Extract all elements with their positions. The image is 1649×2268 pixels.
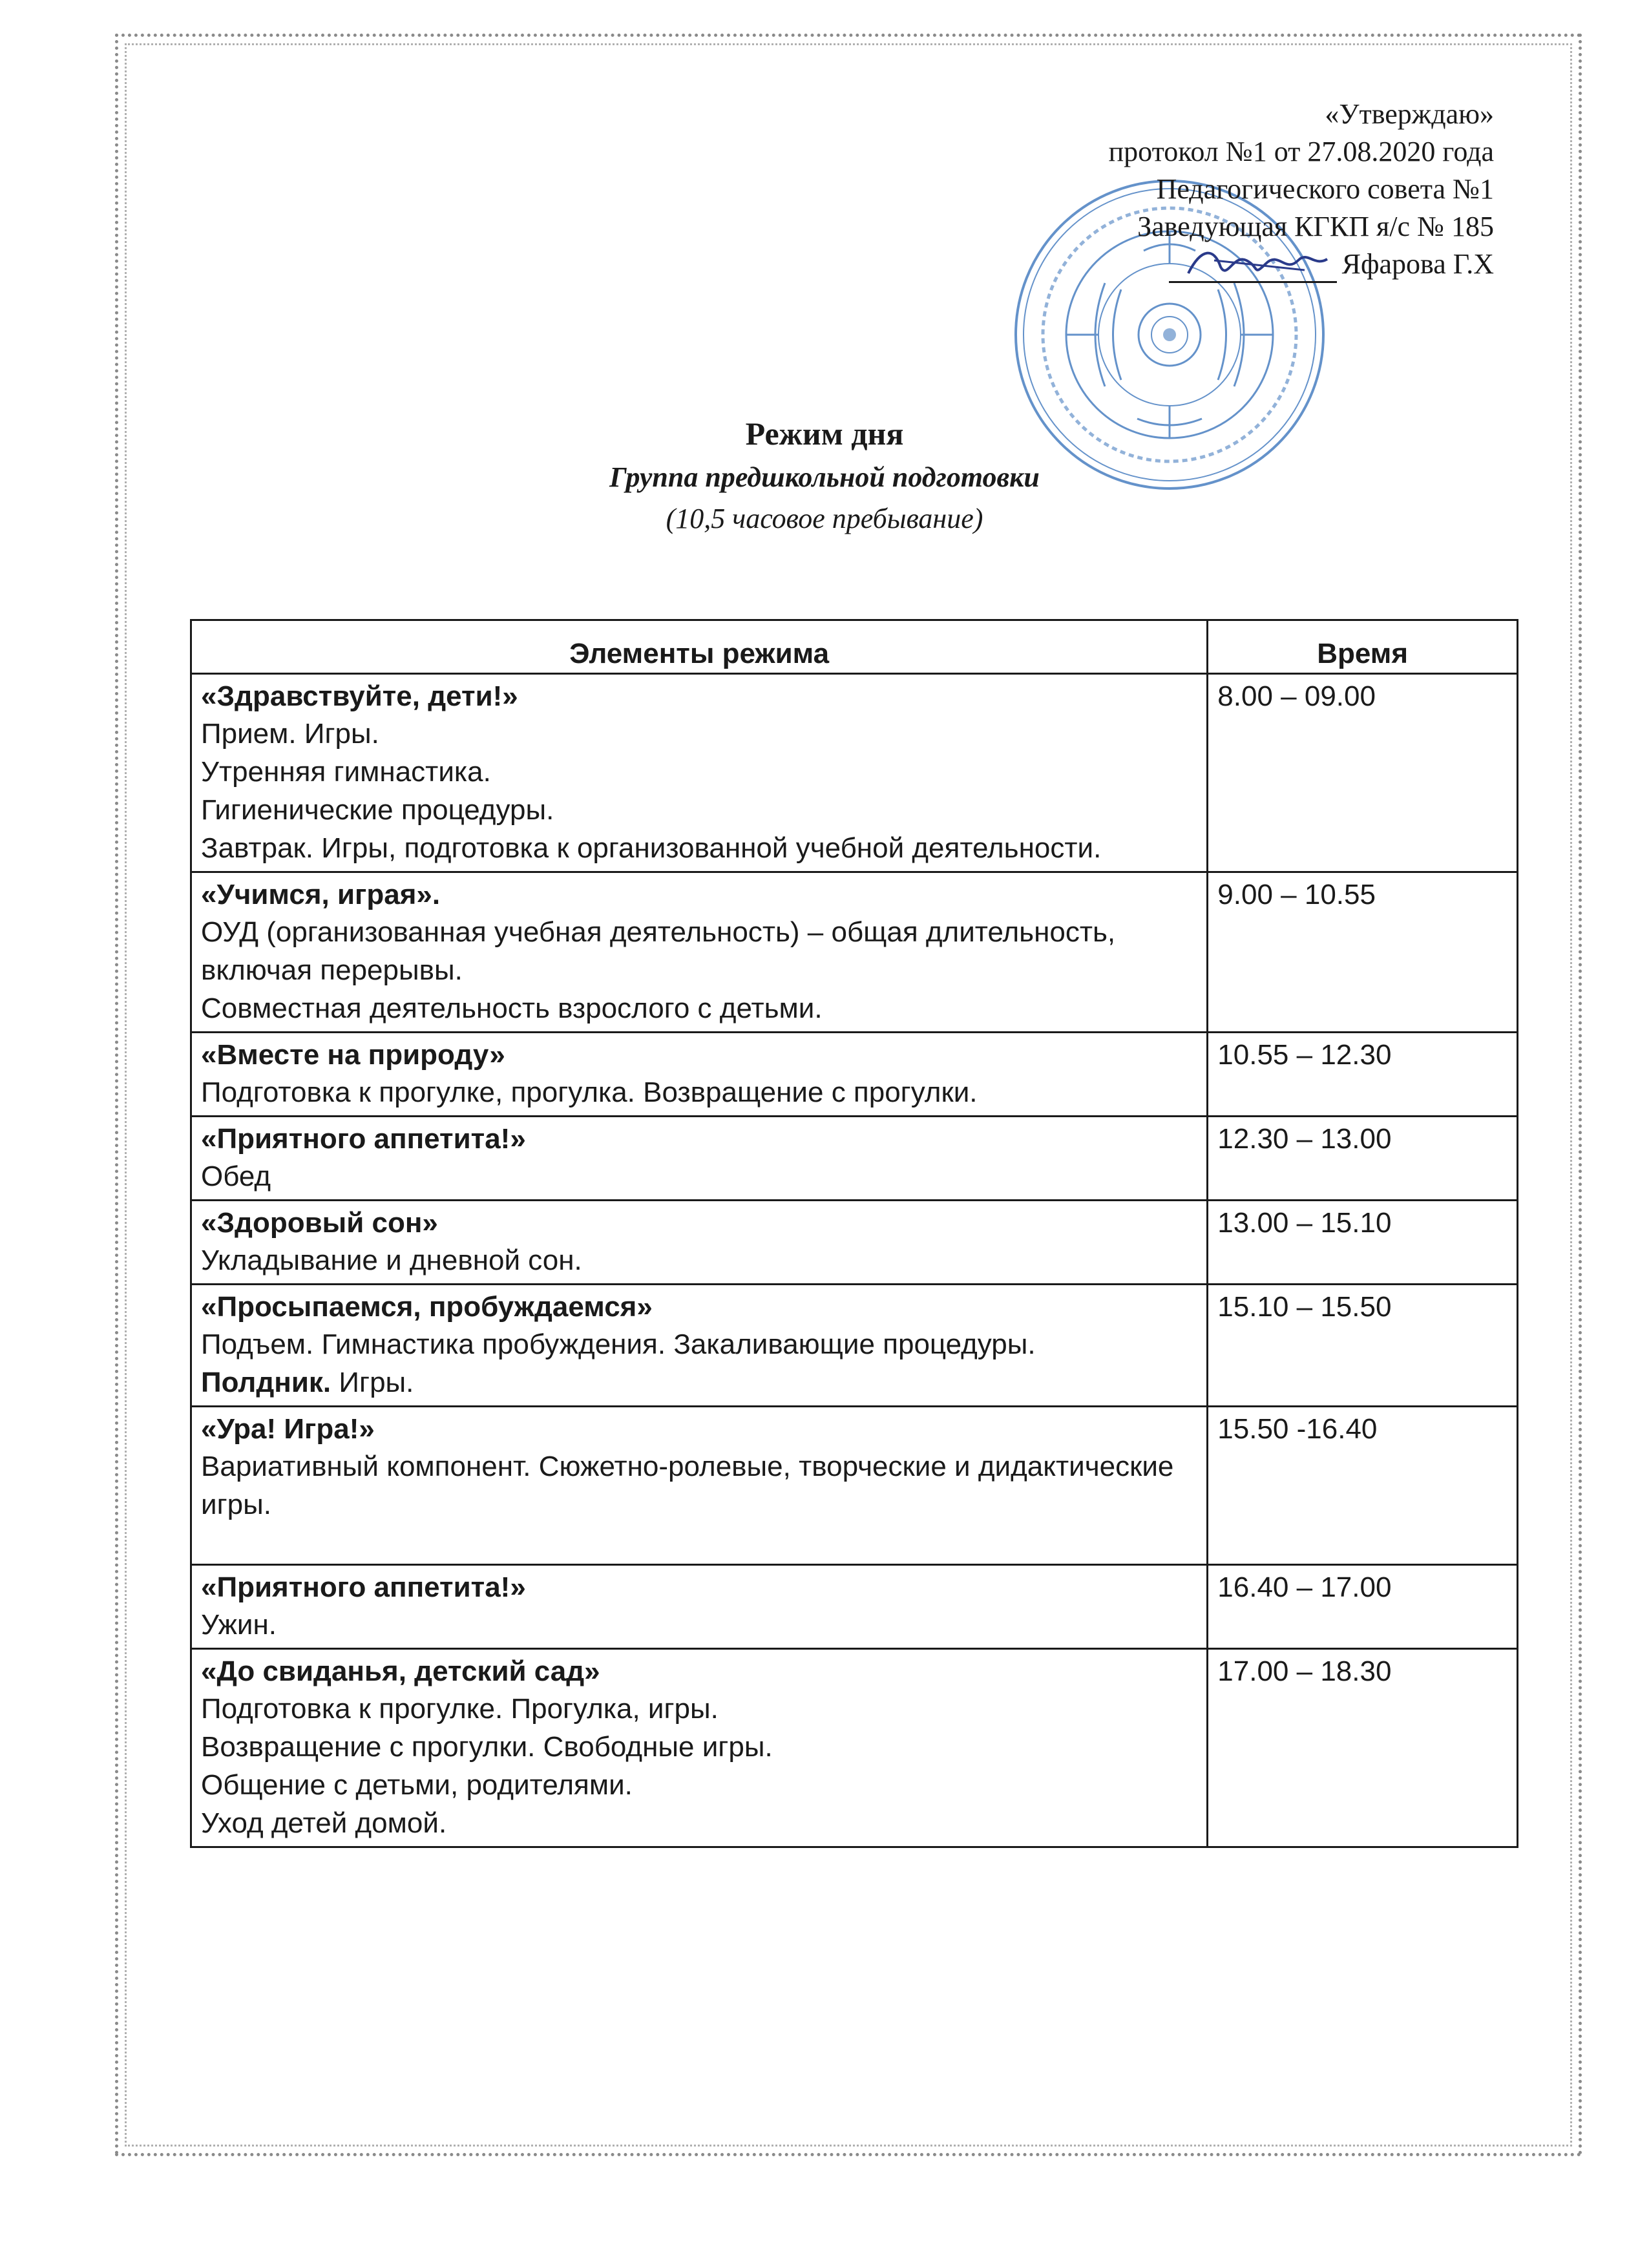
row-time: 17.00 – 18.30 bbox=[1208, 1649, 1518, 1847]
row-line: Ужин. bbox=[201, 1609, 277, 1641]
row-time: 15.50 -16.40 bbox=[1208, 1407, 1518, 1565]
approval-signature-row bbox=[1109, 246, 1494, 283]
row-line: Подготовка к прогулке. Прогулка, игры. bbox=[201, 1693, 719, 1725]
table-row bbox=[191, 872, 1518, 1033]
row-line: Подъем. Гимнастика пробуждения. Закаливающие процедуры. bbox=[201, 1328, 1036, 1360]
row-time: 16.40 – 17.00 bbox=[1208, 1565, 1518, 1649]
header-time: Время bbox=[1208, 620, 1518, 674]
row-line: Прием. Игры. bbox=[201, 718, 379, 750]
table-row bbox=[191, 1649, 1518, 1847]
header-elements: Элементы режима bbox=[191, 620, 1208, 674]
table-row bbox=[191, 1565, 1518, 1649]
document-heading bbox=[0, 411, 1649, 539]
row-line: Укладывание и дневной сон. bbox=[201, 1244, 582, 1276]
row-elements-cell bbox=[191, 1407, 1208, 1565]
row-time: 13.00 – 15.10 bbox=[1208, 1201, 1518, 1285]
daily-schedule-table bbox=[190, 619, 1518, 1848]
row-after-bold: Игры. bbox=[331, 1367, 414, 1398]
approval-council: Педагогического совета №1 bbox=[1156, 173, 1494, 205]
row-time: 8.00 – 09.00 bbox=[1208, 674, 1518, 872]
row-title: «Здравствуйте, дети!» bbox=[201, 680, 518, 712]
row-line: Уход детей домой. bbox=[201, 1807, 447, 1839]
row-elements-cell bbox=[191, 1201, 1208, 1285]
row-bold-prefix: Полдник. bbox=[201, 1367, 331, 1398]
table-row bbox=[191, 1285, 1518, 1407]
row-title: «Просыпаемся, пробуждаемся» bbox=[201, 1291, 653, 1323]
row-line: Вариативный компонент. Сюжетно-ролевые, творческие и дидактические игры. bbox=[201, 1451, 1174, 1520]
row-elements-cell bbox=[191, 1649, 1208, 1847]
row-title: «Вместе на природу» bbox=[201, 1039, 505, 1071]
approval-heading: «Утверждаю» bbox=[1325, 98, 1494, 130]
table-header-row bbox=[191, 620, 1518, 674]
document-subtitle: Группа предшкольной подготовки bbox=[609, 461, 1040, 493]
row-title: «До свиданья, детский сад» bbox=[201, 1655, 600, 1687]
handwritten-signature bbox=[1175, 241, 1337, 286]
row-elements-cell bbox=[191, 1117, 1208, 1201]
approval-block bbox=[1109, 96, 1494, 283]
row-line: Гигиенические процедуры. bbox=[201, 794, 554, 826]
row-time: 12.30 – 13.00 bbox=[1208, 1117, 1518, 1201]
row-line: Возвращение с прогулки. Свободные игры. bbox=[201, 1731, 773, 1763]
table-row bbox=[191, 674, 1518, 872]
row-elements-cell bbox=[191, 1033, 1208, 1117]
approval-head-position: Заведующая КГКП я/с № 185 bbox=[1137, 211, 1494, 242]
row-line: Общение с детьми, родителями. bbox=[201, 1769, 633, 1801]
row-line: Завтрак. Игры, подготовка к организованной учебной деятельности. bbox=[201, 832, 1102, 864]
row-title: «Здоровый сон» bbox=[201, 1207, 438, 1239]
row-line: ОУД (организованная учебная деятельность) – общая длительность, включая перерывы. bbox=[201, 916, 1116, 986]
row-elements-cell bbox=[191, 872, 1208, 1033]
row-elements-cell bbox=[191, 674, 1208, 872]
row-title: «Приятного аппетита!» bbox=[201, 1571, 526, 1603]
document-subtitle-duration: (10,5 часовое пребывание) bbox=[666, 503, 983, 534]
row-time: 15.10 – 15.50 bbox=[1208, 1285, 1518, 1407]
row-line bbox=[201, 1363, 1197, 1402]
row-elements-cell bbox=[191, 1285, 1208, 1407]
row-title: «Учимся, играя». bbox=[201, 879, 441, 910]
table-row bbox=[191, 1407, 1518, 1565]
row-line: Утренняя гимнастика. bbox=[201, 756, 491, 788]
row-line: Подготовка к прогулке, прогулка. Возвращение с прогулки. bbox=[201, 1076, 978, 1108]
table-row bbox=[191, 1201, 1518, 1285]
approval-protocol: протокол №1 от 27.08.2020 года bbox=[1108, 136, 1494, 167]
row-elements-cell bbox=[191, 1565, 1208, 1649]
row-title: «Приятного аппетита!» bbox=[201, 1123, 526, 1155]
row-time: 10.55 – 12.30 bbox=[1208, 1033, 1518, 1117]
row-title: «Ура! Игра!» bbox=[201, 1413, 375, 1445]
table-row bbox=[191, 1117, 1518, 1201]
signature-line bbox=[1169, 258, 1337, 283]
document-title: Режим дня bbox=[745, 415, 904, 452]
row-line: Обед bbox=[201, 1160, 271, 1192]
table-row bbox=[191, 1033, 1518, 1117]
approval-head-name: Яфарова Г.Х bbox=[1341, 248, 1494, 280]
row-time: 9.00 – 10.55 bbox=[1208, 872, 1518, 1033]
row-line: Совместная деятельность взрослого с детьми. bbox=[201, 992, 823, 1024]
